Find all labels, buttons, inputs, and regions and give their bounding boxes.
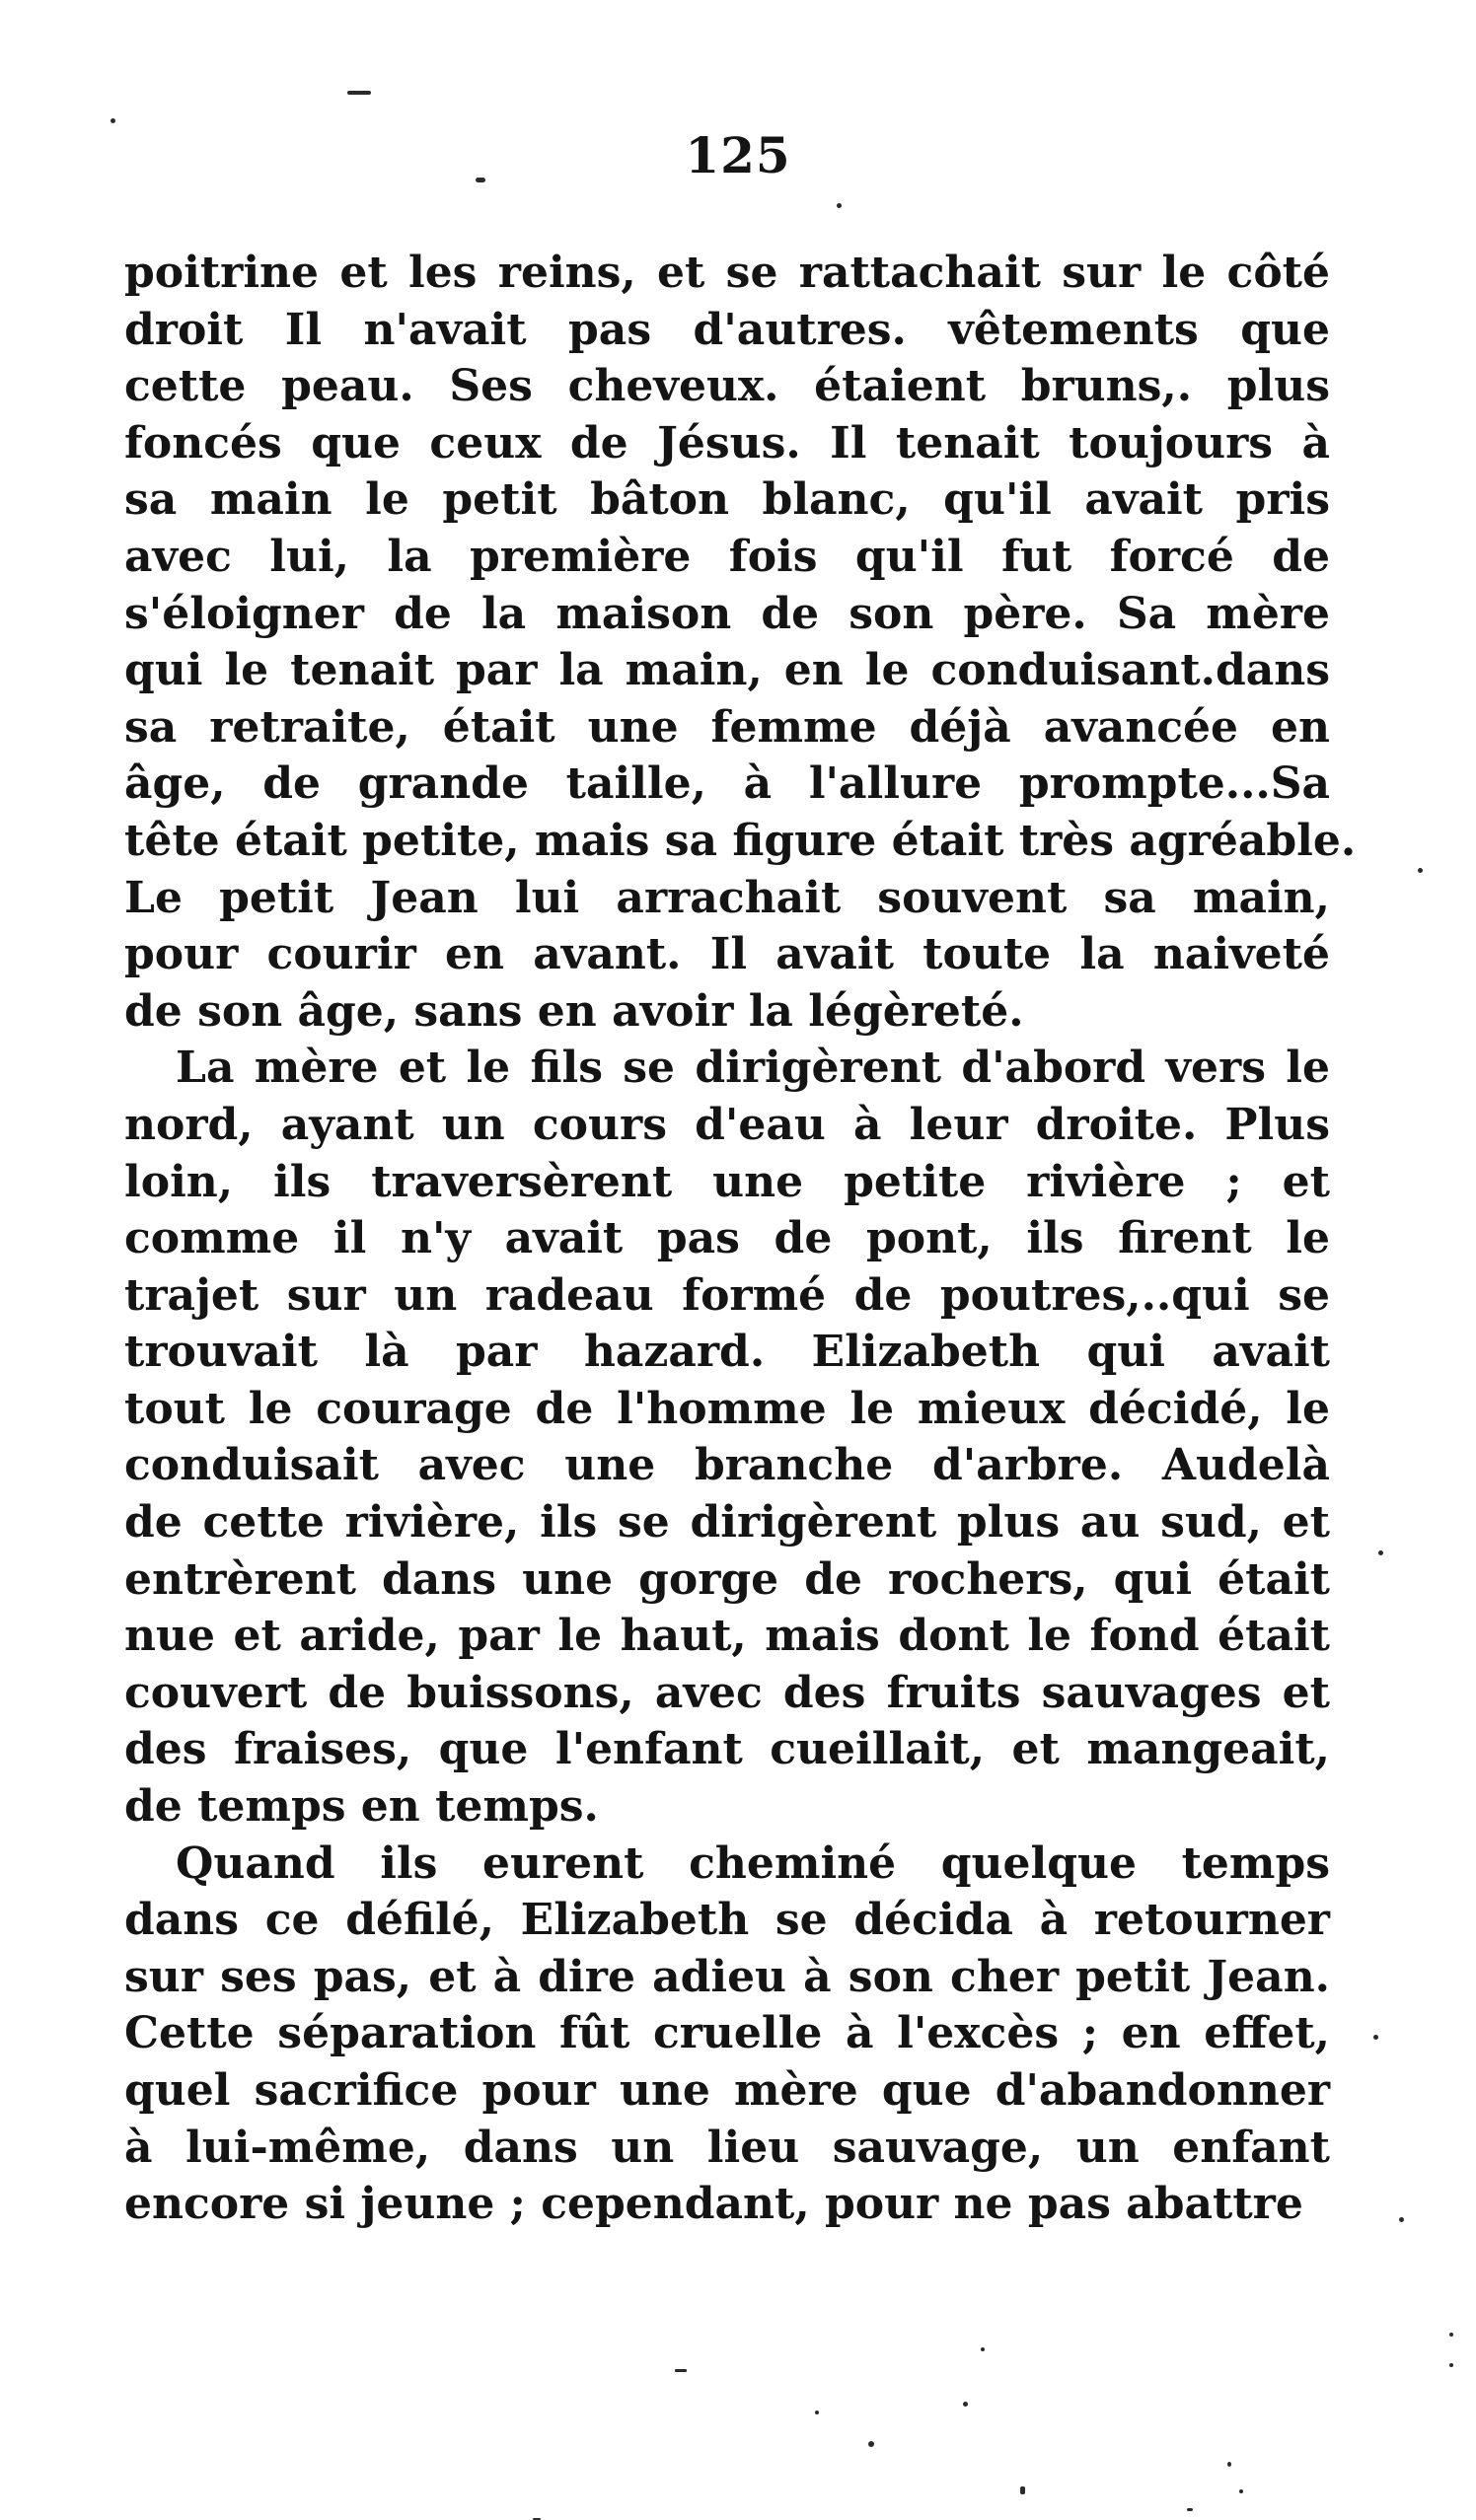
scan-speck: [1227, 2462, 1231, 2467]
text-line: dans ce défilé, Elizabeth se décida à retourner: [124, 1895, 1330, 1946]
scan-speck: [1239, 2489, 1243, 2493]
scan-speck: [1449, 2363, 1453, 2367]
text-line: nue et aride, par le haut, mais dont le fond était: [124, 1611, 1330, 1662]
scan-speck: [1399, 2217, 1404, 2222]
text-line: quel sacrifice pour une mère que d'abandonner: [124, 2065, 1330, 2116]
scan-speck: [868, 2441, 874, 2447]
text-line: couvert de buissons, avec des fruits sauvages et: [124, 1667, 1330, 1718]
scan-speck: [1187, 2508, 1193, 2511]
scan-speck: [1418, 868, 1423, 873]
text-line: qui le tenait par la main, en le conduisant.dans: [124, 645, 1330, 696]
text-line: tête était petite, mais sa figure était très agréable.: [124, 815, 1357, 866]
scan-speck: [476, 178, 485, 182]
text-line: foncés que ceux de Jésus. Il tenait toujours à: [124, 417, 1330, 468]
text-line: droit Il n'avait pas d'autres. vêtements que: [124, 304, 1330, 355]
scan-speck: [815, 2411, 819, 2414]
text-line: à lui-même, dans un lieu sauvage, un enfant: [124, 2122, 1330, 2173]
body-text: [124, 245, 1357, 2233]
page-number: 125: [685, 126, 791, 184]
text-line: Cette séparation fût cruelle à l'excès ; en effet,: [124, 2008, 1330, 2059]
scan-speck: [963, 2402, 968, 2407]
text-line: Le petit Jean lui arrachait souvent sa main,: [124, 872, 1330, 923]
text-line: entrèrent dans une gorge de rochers, qui était: [124, 1553, 1330, 1605]
text-line: sa retraite, était une femme déjà avancée en: [124, 701, 1330, 753]
text-line: âge, de grande taille, à l'allure prompte...Sa: [124, 758, 1330, 810]
text-line: sur ses pas, et à dire adieu à son cher petit Jean.: [124, 1951, 1330, 2002]
text-line: poitrine et les reins, et se rattachait sur le côté: [124, 248, 1330, 298]
text-line: de cette rivière, ils se dirigèrent plus au sud, et: [124, 1497, 1330, 1548]
text-line: encore si jeune ; cependant, pour ne pas abattre: [124, 2179, 1303, 2230]
scan-speck: [347, 91, 371, 95]
paragraph-start-line: La mère et le fils se dirigèrent d'abord vers le: [176, 1043, 1330, 1094]
scan-speck: [1378, 1550, 1383, 1555]
scan-speck: [675, 2369, 687, 2372]
text-line: tout le courage de l'homme le mieux décidé, le: [124, 1383, 1330, 1434]
text-line: conduisait avec une branche d'arbre. Audelà: [124, 1440, 1330, 1491]
scan-speck: [111, 118, 115, 123]
scan-speck: [1449, 2333, 1453, 2337]
text-line: trajet sur un radeau formé de poutres,..qui se: [124, 1269, 1330, 1321]
text-line: sa main le petit bâton blanc, qu'il avait pris: [124, 474, 1330, 526]
paragraph-start-line: Quand ils eurent cheminé quelque temps: [176, 1837, 1330, 1889]
text-line: avec lui, la première fois qu'il fut forcé de: [124, 531, 1330, 582]
scan-speck: [1373, 2035, 1378, 2040]
text-line: des fraises, que l'enfant cueillait, et mangeait,: [124, 1724, 1330, 1775]
text-line: cette peau. Ses cheveux. étaient bruns,. plus: [124, 361, 1330, 412]
text-line: comme il n'y avait pas de pont, ils firent le: [124, 1213, 1330, 1264]
text-line: loin, ils traversèrent une petite rivière ; et: [124, 1156, 1330, 1207]
scan-speck: [837, 203, 842, 208]
text-line: s'éloigner de la maison de son père. Sa mère: [124, 588, 1330, 639]
text-line: de temps en temps.: [124, 1781, 599, 1833]
scan-speck: [1020, 2486, 1025, 2494]
text-line: de son âge, sans en avoir la légèreté.: [124, 985, 1024, 1037]
text-line: nord, ayant un cours d'eau à leur droite. Plus: [124, 1099, 1330, 1150]
text-line: pour courir en avant. Il avait toute la naiveté: [124, 929, 1330, 980]
text-line: trouvait là par hazard. Elizabeth qui avait: [124, 1327, 1330, 1378]
scan-speck: [981, 2347, 985, 2351]
